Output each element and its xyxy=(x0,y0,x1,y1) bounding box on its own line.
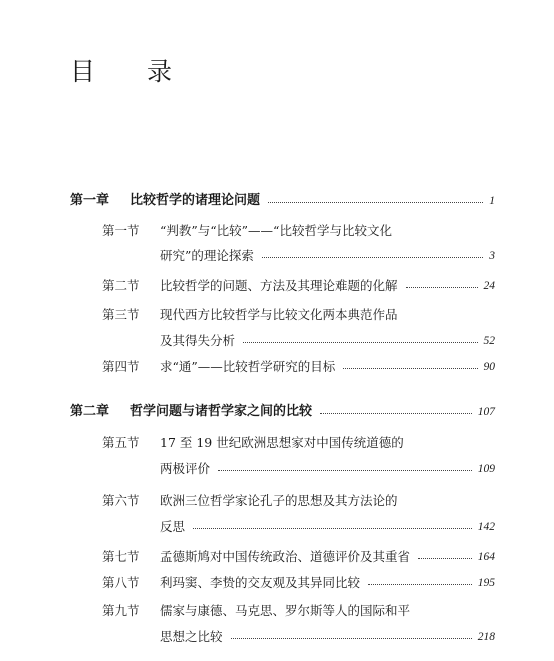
toc-leader-dots xyxy=(418,558,472,559)
toc-page-number: 3 xyxy=(489,250,495,262)
toc-section xyxy=(0,432,554,454)
toc-leader-dots xyxy=(231,638,472,639)
toc-label: 第六节 xyxy=(102,493,140,508)
toc-section xyxy=(0,600,554,622)
toc-label: 第二章 xyxy=(70,404,110,419)
toc-section xyxy=(0,546,554,568)
toc-page-number: 109 xyxy=(477,463,495,475)
toc-section xyxy=(0,516,554,538)
toc-page-number: 195 xyxy=(477,577,495,589)
toc-label: 第二节 xyxy=(102,278,140,293)
toc-chapter xyxy=(0,190,554,212)
toc-title: 哲学问题与诸哲学家之间的比较 xyxy=(130,404,313,419)
toc-title: “判教”与“比较”——“比较哲学与比较文化 xyxy=(160,223,392,238)
toc-section xyxy=(0,458,554,480)
toc-section xyxy=(0,245,554,267)
toc-section xyxy=(0,304,554,326)
toc-title: 儒家与康德、马克思、罗尔斯等人的国际和平 xyxy=(160,603,411,618)
page-title: 目 录 xyxy=(70,57,194,86)
toc-page-number: 164 xyxy=(477,551,495,563)
toc-label: 第五节 xyxy=(102,435,140,450)
toc-label: 第一节 xyxy=(102,223,140,238)
toc-title: 欧洲三位哲学家论孔子的思想及其方法论的 xyxy=(160,493,398,508)
toc-title: 比较哲学的诸理论问题 xyxy=(130,193,261,208)
toc-title: 及其得失分析 xyxy=(160,333,236,348)
toc-label: 第一章 xyxy=(70,193,110,208)
toc-section xyxy=(0,275,554,297)
toc-title: 比较哲学的问题、方法及其理论难题的化解 xyxy=(160,278,398,293)
toc-page-number: 142 xyxy=(477,521,495,533)
toc-section xyxy=(0,330,554,352)
toc-title: 利玛窦、李贽的交友观及其异同比较 xyxy=(160,575,361,590)
toc-leader-dots xyxy=(268,202,483,203)
toc-section xyxy=(0,356,554,378)
toc-chapter xyxy=(0,401,554,423)
toc-label: 第四节 xyxy=(102,359,140,374)
toc-leader-dots xyxy=(193,528,472,529)
toc-leader-dots xyxy=(368,584,472,585)
toc-leader-dots xyxy=(262,257,483,258)
toc-section xyxy=(0,220,554,242)
toc-page-number: 218 xyxy=(477,631,495,643)
toc-leader-dots xyxy=(406,287,478,288)
toc-section xyxy=(0,490,554,512)
toc-title: 孟德斯鸠对中国传统政治、道德评价及其重省 xyxy=(160,549,411,564)
toc-page-number: 107 xyxy=(477,406,495,418)
toc-leader-dots xyxy=(243,342,477,343)
toc-label: 第八节 xyxy=(102,575,140,590)
toc-title: 17 至 19 世纪欧洲思想家对中国传统道德的 xyxy=(160,435,404,450)
toc-title: 思想之比较 xyxy=(160,629,223,644)
toc-label: 第三节 xyxy=(102,307,140,322)
toc-label: 第九节 xyxy=(102,603,140,618)
toc-section xyxy=(0,626,554,648)
toc-title: 反思 xyxy=(160,519,186,534)
toc-title: 两极评价 xyxy=(160,461,211,476)
toc-label: 第七节 xyxy=(102,549,140,564)
toc-title: 现代西方比较哲学与比较文化两本典范作品 xyxy=(160,307,398,322)
toc-page-number: 90 xyxy=(483,361,495,373)
toc-leader-dots xyxy=(320,413,472,414)
toc-page-number: 52 xyxy=(483,335,495,347)
toc-page-number: 24 xyxy=(483,280,495,292)
toc-leader-dots xyxy=(343,368,477,369)
toc-title: 求“通”——比较哲学研究的目标 xyxy=(160,359,336,374)
toc-page-number: 1 xyxy=(489,195,495,207)
toc-title: 研究”的理论探索 xyxy=(160,248,254,263)
toc-leader-dots xyxy=(218,470,472,471)
toc-section xyxy=(0,572,554,594)
